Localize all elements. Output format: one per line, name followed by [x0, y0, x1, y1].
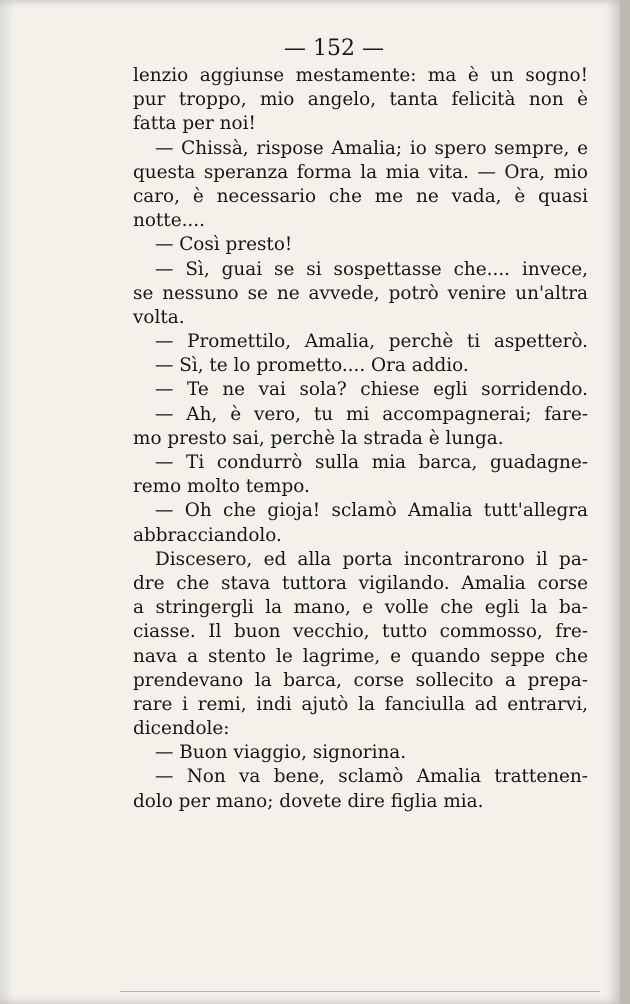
text-line: dre che stava tuttora vigilando. Amalia corse [133, 572, 588, 594]
text-line: pur troppo, mio angelo, tanta felicità non è [133, 89, 588, 111]
text-line: rare i remi, indi ajutò la fanciulla ad entrarvi, [133, 693, 588, 715]
text-line: dicendole: [133, 718, 230, 740]
text-line: — Buon viaggio, signorina. [155, 742, 407, 764]
text-line: volta. [133, 306, 185, 328]
text-line: caro, è necessario che me ne vada, è quasi [133, 185, 588, 207]
page-edge [620, 0, 630, 1004]
text-line: — Sì, te lo prometto.... Ora addio. [155, 355, 469, 377]
text-line: Discesero, ed alla porta incontrarono il pa- [155, 548, 588, 570]
text-line: — Oh che gioja! sclamò Amalia tutt'allegra [155, 500, 588, 522]
text-line: — Sì, guai se si sospettasse che.... invece, [155, 258, 588, 280]
text-line: — Non va bene, sclamò Amalia trattenen- [155, 766, 588, 788]
text-line: — Te ne vai sola? chiese egli sorridendo. [155, 379, 588, 401]
page-number: — 152 — [284, 36, 384, 61]
text-line: remo molto tempo. [133, 476, 310, 498]
text-line: — Ti condurrò sulla mia barca, guadagne- [155, 452, 588, 473]
text-line: abbracciandolo. [133, 524, 282, 546]
text-line: a stringergli la mano, e volle che egli la ba- [133, 597, 588, 619]
text-line: mo presto sai, perchè la strada è lunga. [133, 427, 504, 449]
text-line: — Ah, è vero, tu mi accompagnerai; fare- [155, 403, 588, 425]
text-line: nava a stento le lagrime, e quando seppe che [133, 645, 588, 667]
text-line: prendevano la barca, corse sollecito a prepa- [133, 669, 588, 691]
text-line: fatta per noi! [133, 113, 256, 135]
text-line: se nessuno se ne avvede, potrò venire un'altra [133, 282, 588, 304]
text-line: notte.... [133, 210, 205, 232]
text-line: — Promettilo, Amalia, perchè ti aspetterò. [155, 331, 588, 353]
text-line: — Così presto! [155, 234, 293, 256]
text-line: lenzio aggiunse mestamente: ma è un sogno! [133, 65, 588, 86]
body-text [133, 64, 588, 814]
page-bottom-edge [120, 991, 600, 992]
text-line: questa speranza forma la mia vita. — Ora, mio [133, 161, 588, 183]
text-line: ciasse. Il buon vecchio, tutto commosso, fre- [133, 621, 588, 643]
text-line: dolo per mano; dovete dire figlia mia. [133, 790, 484, 812]
text-line: — Chissà, rispose Amalia; io spero sempre, e [155, 137, 588, 159]
